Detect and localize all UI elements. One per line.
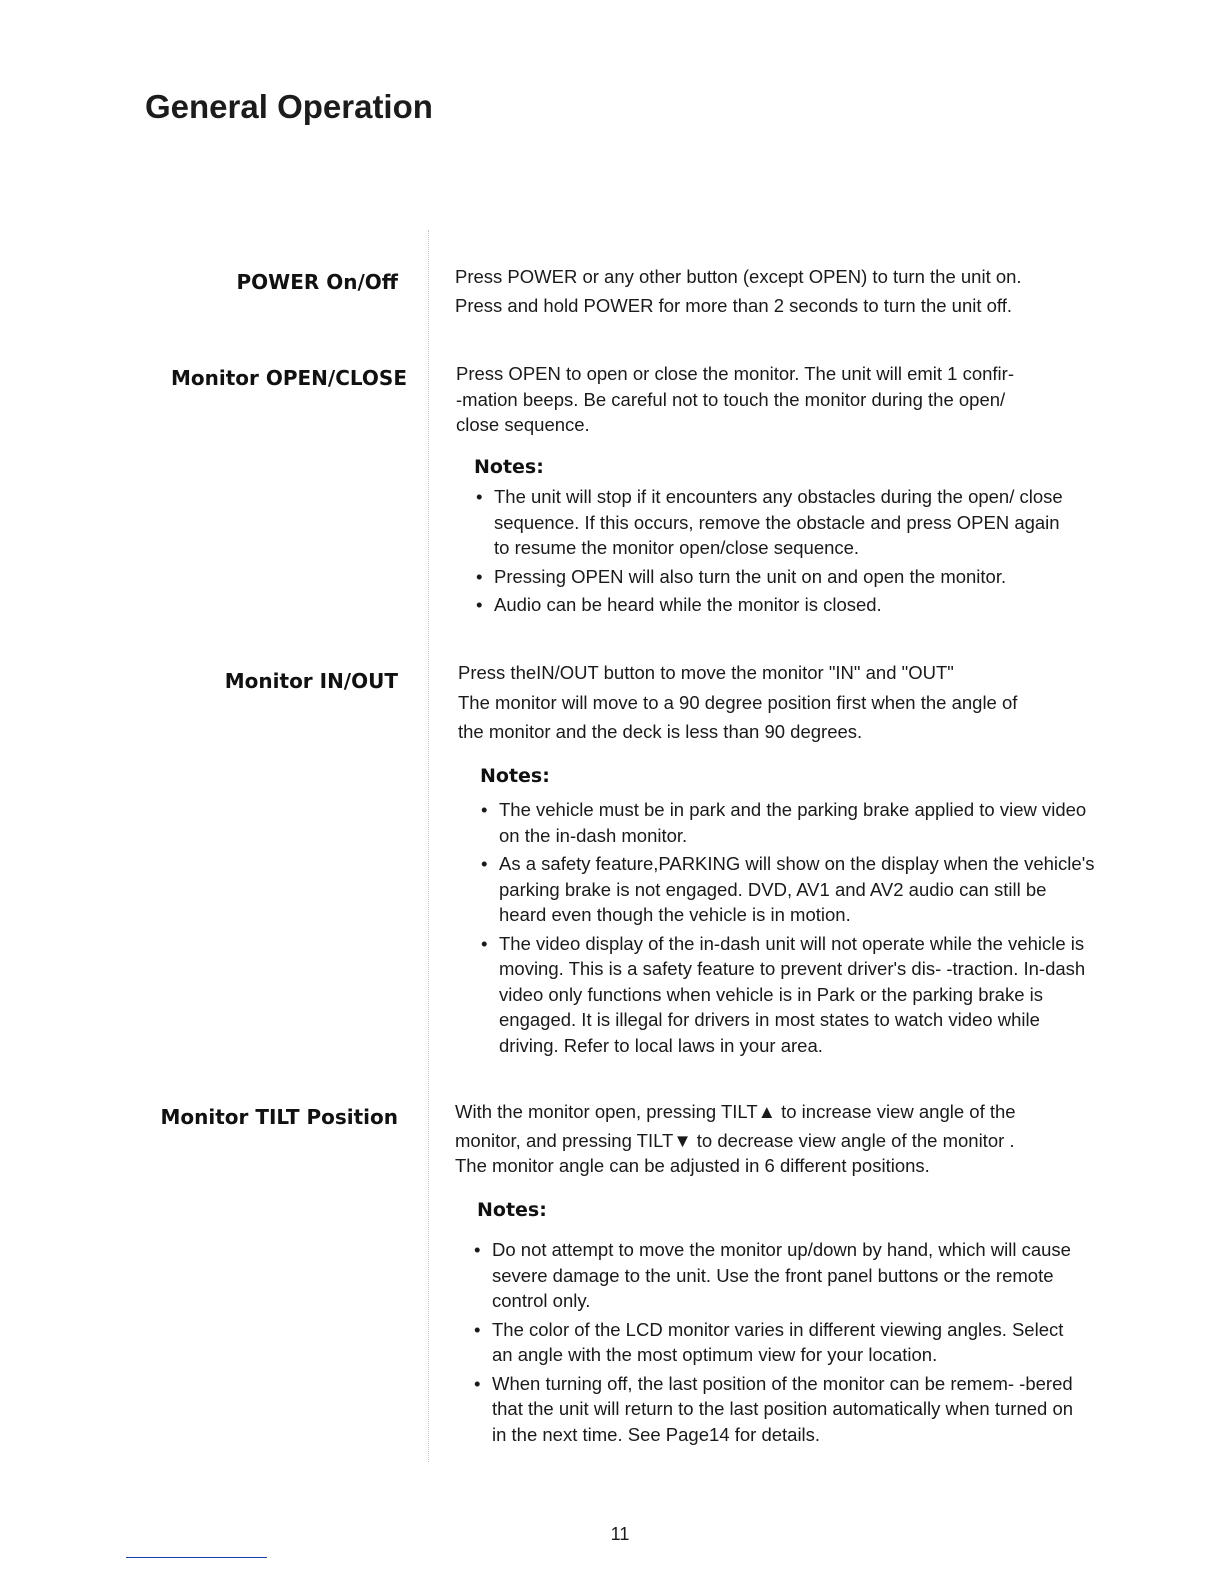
in-out-note: • The vehicle must be in park and the parking brake applied to view video on the in-dash monitor. (481, 799, 1087, 846)
tilt-line-1: With the monitor open, pressing TILT▲ to increase view angle of the (455, 1101, 1016, 1122)
open-close-line-3: close sequence. (456, 414, 590, 435)
tilt-note: • When turning off, the last position of the monitor can be remem- -bered that the unit will return to the last position automatically when turned on in the next time. See Page14 for details. (474, 1372, 1074, 1445)
open-close-notes-title: Notes: (474, 456, 544, 478)
section-label-tilt: Monitor TILT Position (160, 1105, 398, 1129)
in-out-line-3: the monitor and the deck is less than 90 degrees. (458, 721, 863, 742)
open-close-note: • The unit will stop if it encounters any obstacles during the open/ close sequence. If this occurs, remove the obstacle and press OPEN again to resume the monitor open/close sequence. (476, 486, 1063, 558)
in-out-notes-title: Notes: (480, 765, 550, 787)
link-underline (126, 1557, 267, 1558)
in-out-note: • The video display of the in-dash unit will not operate while the vehicle is moving. This is a safety feature to prevent driver's dis- -traction. In-dash video only functions when vehicle is in Park or the parking brake is engaged. It is illegal for drivers in most states to watch video while driving. Refer to local laws in your area. (481, 932, 1086, 1056)
power-description (455, 264, 1022, 318)
tilt-note: • The color of the LCD monitor varies in different viewing angles. Select an angle with the most optimum view for your location. (474, 1318, 1064, 1365)
bullet-glyph: • (474, 1239, 481, 1260)
bullet-glyph: • (481, 932, 488, 954)
open-close-line-2: -mation beeps. Be careful not to touch the monitor during the open/ (456, 388, 1006, 410)
open-close-description (456, 361, 1014, 438)
tilt-notes-list (474, 1237, 1084, 1450)
bullet-glyph: • (476, 565, 483, 587)
page-title: General Operation (145, 88, 433, 125)
in-out-description (458, 660, 1017, 745)
tilt-line-3: The monitor angle can be adjusted in 6 different positions. (455, 1155, 930, 1176)
open-close-notes-list (476, 484, 1076, 621)
bullet-glyph: • (476, 486, 483, 507)
in-out-line-1: Press theIN/OUT button to move the monitor "IN" and "OUT" (458, 662, 954, 683)
tilt-line-2: monitor, and pressing TILT▼ to decrease view angle of the monitor . (455, 1129, 1015, 1151)
tilt-description (455, 1099, 1016, 1179)
section-label-open-close: Monitor OPEN/CLOSE (170, 366, 407, 390)
open-close-note: • Pressing OPEN will also turn the unit on and open the monitor. (476, 564, 1076, 590)
in-out-note: • As a safety feature,PARKING will show on the display when the vehicle's parking brake is not engaged. DVD, AV1 and AV2 audio can still be heard even though the vehicle is in motion. (481, 853, 1095, 925)
open-close-line-1: Press OPEN to open or close the monitor. The unit will emit 1 confir- (456, 363, 1014, 384)
bullet-glyph: • (481, 853, 488, 874)
in-out-notes-list (481, 797, 1097, 1061)
page-number: 11 (610, 1524, 630, 1544)
bullet-glyph: • (476, 594, 483, 615)
bullet-glyph: • (474, 1372, 481, 1394)
open-close-note: • Audio can be heard while the monitor is closed. (476, 592, 1076, 618)
bullet-glyph: • (474, 1318, 481, 1340)
section-label-power: POWER On/Off (236, 270, 398, 294)
tilt-notes-title: Notes: (477, 1199, 547, 1221)
in-out-line-2: The monitor will move to a 90 degree position first when the angle of (458, 691, 1018, 713)
bullet-glyph: • (481, 799, 488, 820)
power-line-2: Press and hold POWER for more than 2 seconds to turn the unit off. (455, 294, 1013, 316)
column-divider (428, 230, 429, 1462)
section-label-in-out: Monitor IN/OUT (224, 669, 398, 693)
tilt-note: • Do not attempt to move the monitor up/down by hand, which will cause severe damage to the unit. Use the front panel buttons or the remote control only. (474, 1239, 1071, 1311)
power-line-1: Press POWER or any other button (except OPEN) to turn the unit on. (455, 266, 1022, 287)
